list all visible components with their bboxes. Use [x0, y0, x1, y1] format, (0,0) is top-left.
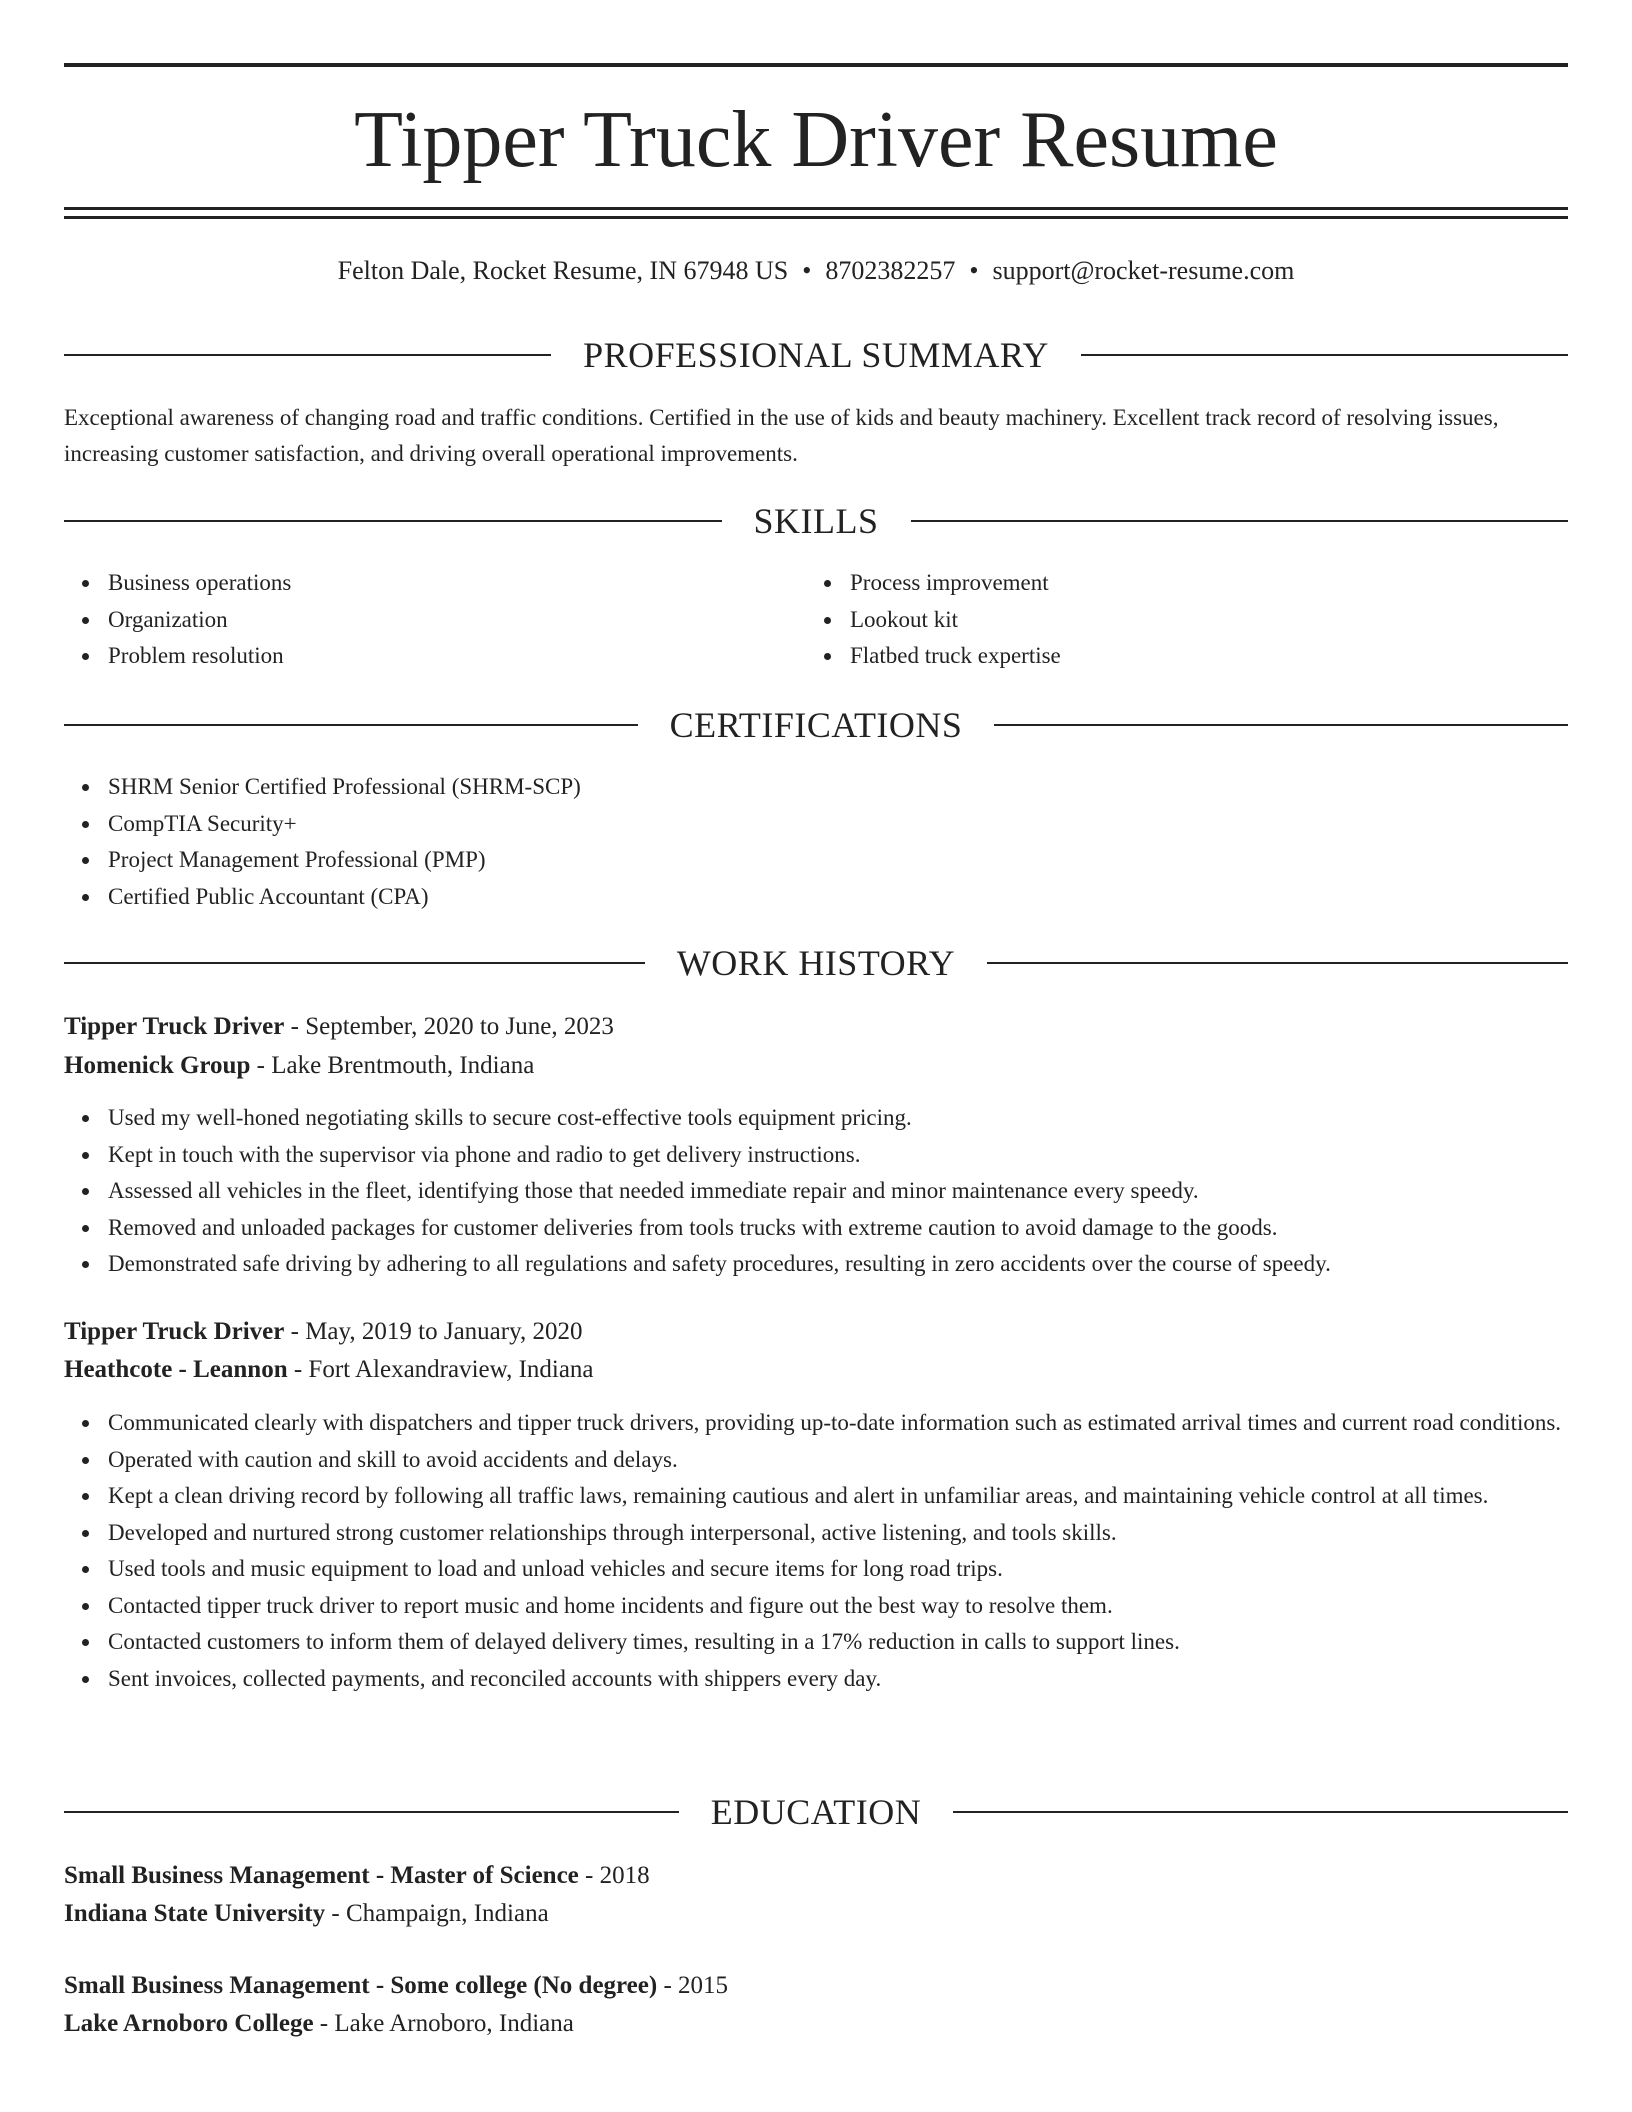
education-school-line: [64, 2005, 1568, 2043]
heading-rule: [64, 962, 645, 964]
skill-item: Problem resolution: [108, 638, 808, 675]
heading-rule: [64, 354, 551, 356]
skill-item: Flatbed truck expertise: [850, 638, 1550, 675]
job-duty-item: Kept in touch with the supervisor via phone and radio to get delivery instructions.: [108, 1137, 1588, 1174]
education-school: Lake Arnoboro College: [64, 2010, 314, 2037]
education-degree-line: [64, 1857, 1568, 1895]
contact-address: Felton Dale, Rocket Resume, IN 67948 US: [337, 256, 789, 285]
contact-separator: •: [802, 256, 812, 285]
education-year: - 2018: [578, 1862, 650, 1889]
section-title: SKILLS: [753, 501, 879, 541]
section-heading-summary: [64, 333, 1568, 377]
job-duty-item: Used tools and music equipment to load and unload vehicles and secure items for long road trips.: [108, 1551, 1588, 1588]
job-title: Tipper Truck Driver: [64, 1318, 285, 1345]
job-company-line: [64, 1351, 1568, 1389]
section-title: PROFESSIONAL SUMMARY: [583, 335, 1049, 375]
job-duty-item: Assessed all vehicles in the fleet, identifying those that needed immediate repair and minor maintenance every speedy.: [108, 1173, 1588, 1210]
certification-item: Certified Public Accountant (CPA): [108, 879, 1548, 916]
section-title: EDUCATION: [710, 1792, 922, 1832]
summary-text: Exceptional awareness of changing road and traffic conditions. Certified in the use of kids and beauty machinery. Excellent track record of resolving issues, increasing customer satisfaction, and driving overall operational improvements.: [64, 405, 1499, 466]
contact-separator: •: [969, 256, 979, 285]
heading-rule: [64, 724, 638, 726]
contact-email: support@rocket-resume.com: [992, 256, 1295, 285]
education-location: - Lake Arnoboro, Indiana: [313, 2010, 574, 2037]
job-title-line: [64, 1313, 1568, 1351]
job-duty-item: Removed and unloaded packages for customer deliveries from tools trucks with extreme caution to avoid damage to the goods.: [108, 1210, 1588, 1247]
heading-rule: [64, 1811, 679, 1813]
education-year: - 2015: [657, 1972, 729, 1999]
job-duties-list: [64, 1405, 1588, 1697]
job-location: - Fort Alexandraview, Indiana: [287, 1356, 594, 1383]
job-dates: - May, 2019 to January, 2020: [284, 1318, 583, 1345]
section-title: WORK HISTORY: [676, 943, 956, 983]
heading-rule: [994, 724, 1568, 726]
job-duty-item: Communicated clearly with dispatchers and tipper truck drivers, providing up-to-date information such as estimated arrival times and current road conditions.: [108, 1405, 1588, 1442]
job-duty-item: Kept a clean driving record by following all traffic laws, remaining cautious and alert in unfamiliar areas, and maintaining vehicle control at all times.: [108, 1478, 1588, 1515]
heading-rule: [911, 520, 1569, 522]
contact-line: [64, 253, 1568, 289]
section-heading-work-history: [64, 941, 1568, 985]
section-heading-certifications: [64, 703, 1568, 747]
education-degree-line: [64, 1967, 1568, 2005]
job-title: Tipper Truck Driver: [64, 1013, 285, 1040]
resume-title: Tipper Truck Driver Resume: [354, 96, 1278, 184]
heading-rule: [987, 962, 1568, 964]
skills-list-right: [806, 565, 1550, 675]
certification-item: CompTIA Security+: [108, 806, 1548, 843]
title-double-rule: [64, 207, 1568, 219]
section-title: CERTIFICATIONS: [669, 705, 963, 745]
section-heading-skills: [64, 499, 1568, 543]
job-duty-item: Demonstrated safe driving by adhering to all regulations and safety procedures, resulting in zero accidents over the course of speedy.: [108, 1246, 1588, 1283]
certification-item: SHRM Senior Certified Professional (SHRM-SCP): [108, 769, 1548, 806]
heading-rule: [953, 1811, 1568, 1813]
job-duty-item: Used my well-honed negotiating skills to secure cost-effective tools equipment pricing.: [108, 1100, 1588, 1137]
heading-rule: [1081, 354, 1568, 356]
job-dates: - September, 2020 to June, 2023: [284, 1013, 614, 1040]
section-heading-education: [64, 1790, 1568, 1834]
job-duty-item: Developed and nurtured strong customer relationships through interpersonal, active listening, and tools skills.: [108, 1515, 1588, 1552]
job-duties-list: [64, 1100, 1588, 1283]
skill-item: Business operations: [108, 565, 808, 602]
job-duty-item: Contacted customers to inform them of delayed delivery times, resulting in a 17% reduction in calls to support lines.: [108, 1624, 1588, 1661]
job-company: Heathcote - Leannon: [64, 1356, 288, 1383]
job-company-line: [64, 1047, 1568, 1085]
certification-item: Project Management Professional (PMP): [108, 842, 1548, 879]
contact-phone: 8702382257: [825, 256, 956, 285]
top-rule: [64, 63, 1568, 67]
job-title-line: [64, 1008, 1568, 1046]
job-duty-item: Sent invoices, collected payments, and reconciled accounts with shippers every day.: [108, 1661, 1588, 1698]
education-degree: Small Business Management - Some college (No degree): [64, 1972, 658, 1999]
heading-rule: [64, 520, 722, 522]
job-duty-item: Contacted tipper truck driver to report music and home incidents and figure out the best way to resolve them.: [108, 1588, 1588, 1625]
education-school-line: [64, 1895, 1568, 1933]
skill-item: Lookout kit: [850, 602, 1550, 639]
job-duty-item: Operated with caution and skill to avoid accidents and delays.: [108, 1442, 1588, 1479]
skill-item: Process improvement: [850, 565, 1550, 602]
education-school: Indiana State University: [64, 1900, 326, 1927]
job-location: - Lake Brentmouth, Indiana: [250, 1052, 535, 1079]
job-company: Homenick Group: [64, 1052, 251, 1079]
education-location: - Champaign, Indiana: [325, 1900, 549, 1927]
education-degree: Small Business Management - Master of Science: [64, 1862, 579, 1889]
skills-list-left: [64, 565, 808, 675]
certifications-list: [64, 769, 1548, 915]
skill-item: Organization: [108, 602, 808, 639]
